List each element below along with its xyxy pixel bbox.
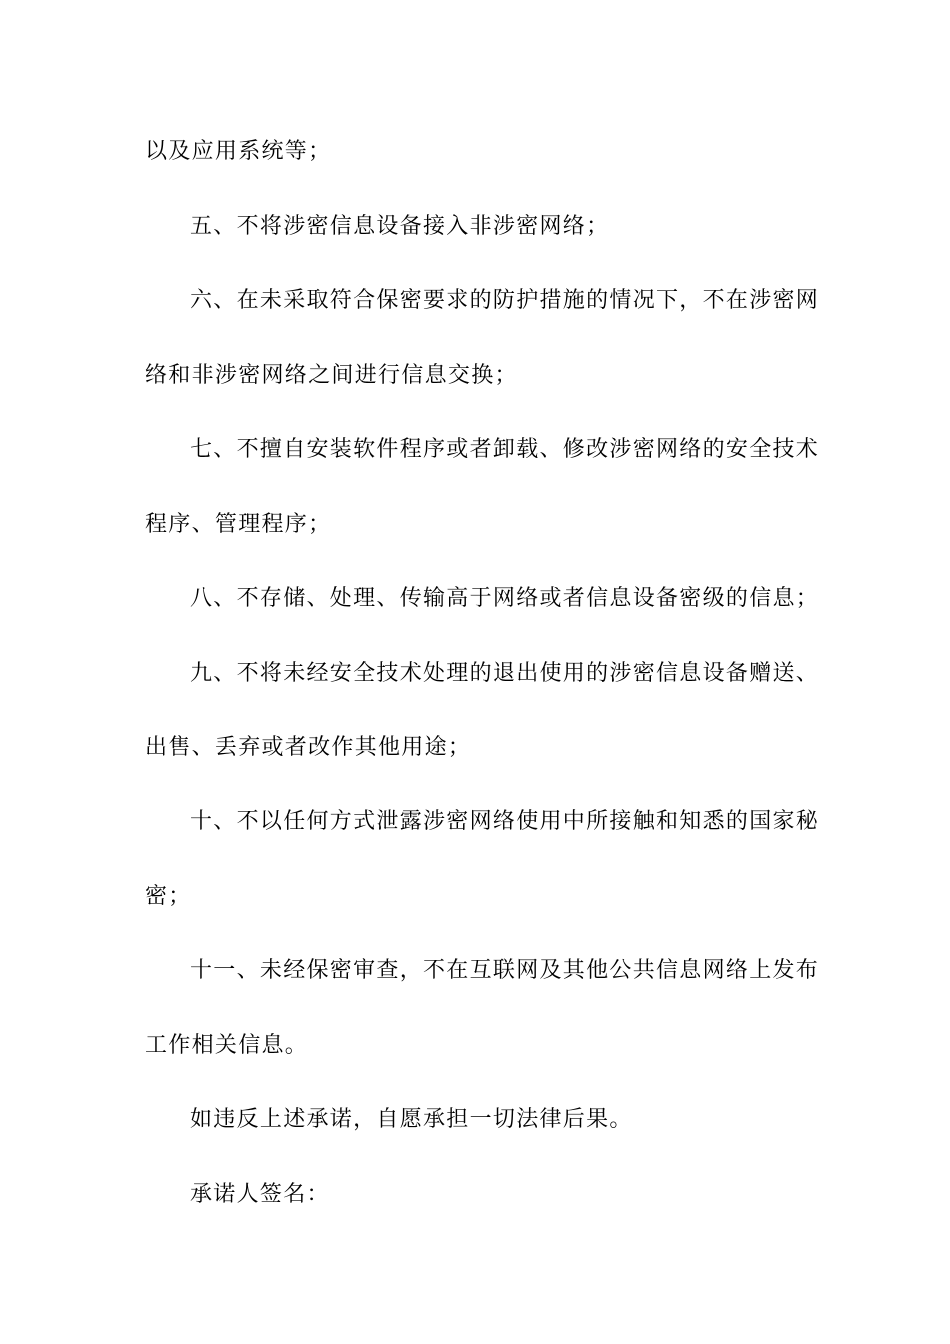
text-line: 六、在未采取符合保密要求的防护措施的情况下，不在涉密网	[190, 288, 820, 313]
text-line: 如违反上述承诺，自愿承担一切法律后果。	[190, 1107, 633, 1132]
text-line: 五、不将涉密信息设备接入非涉密网络；	[190, 214, 610, 239]
text-line: 七、不擅自安装软件程序或者卸载、修改涉密网络的安全技术	[190, 437, 820, 462]
text-line: 以及应用系统等；	[145, 139, 332, 164]
text-line: 工作相关信息。	[145, 1033, 309, 1058]
text-line: 程序、管理程序；	[145, 512, 332, 537]
text-line: 出售、丢弃或者改作其他用途；	[145, 735, 472, 760]
text-line: 十、不以任何方式泄露涉密网络使用中所接触和知悉的国家秘	[190, 809, 820, 834]
text-line: 十一、未经保密审查，不在互联网及其他公共信息网络上发布	[190, 958, 820, 983]
signature-label: 承诺人签名：	[190, 1182, 330, 1207]
text-line: 九、不将未经安全技术处理的退出使用的涉密信息设备赠送、	[190, 661, 820, 686]
text-line: 八、不存储、处理、传输高于网络或者信息设备密级的信息；	[190, 586, 820, 611]
text-line: 络和非涉密网络之间进行信息交换；	[145, 363, 518, 388]
text-line: 密；	[145, 884, 192, 909]
